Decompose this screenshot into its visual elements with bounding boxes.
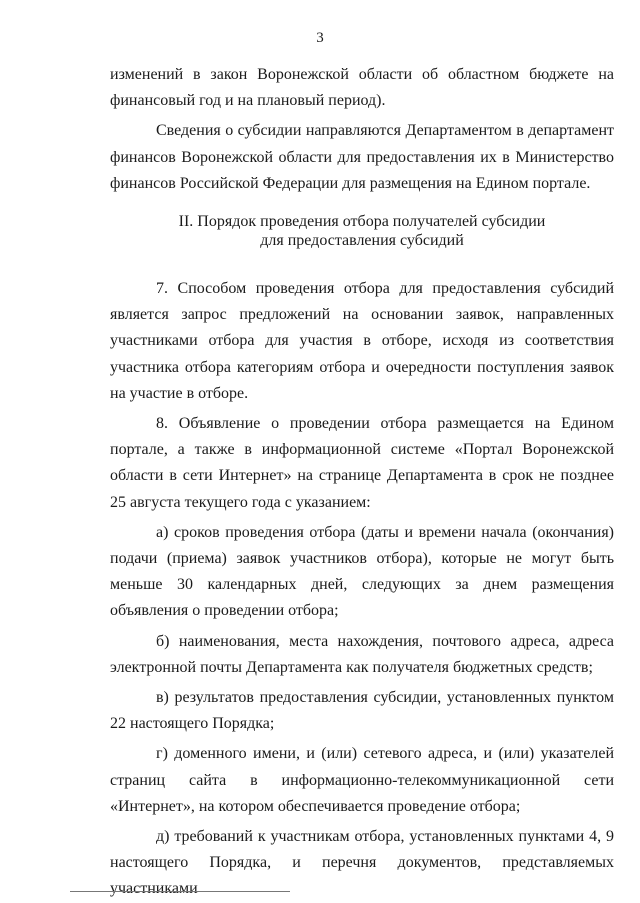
subitem-d: д) требований к участникам отбора, установленных пунктами 4, 9 настоящего Порядка, и перечня документов, представляемых участниками bbox=[110, 828, 614, 898]
section-heading bbox=[110, 212, 614, 250]
paragraph-subsidy-info: Сведения о субсидии направляются Департаментом в департамент финансов Воронежской области для предоставления их в Министерство финансов Российской Федерации для размещения на Едином портале. bbox=[110, 122, 614, 192]
page-number: 3 bbox=[316, 30, 324, 46]
subitem-v: в) результатов предоставления субсидии, установленных пунктом 22 настоящего Порядка; bbox=[110, 689, 614, 733]
paragraph-8: 8. Объявление о проведении отбора размещается на Едином портале, а также в информационной системе «Портал Воронежской области в сети Интернет» на странице Департамента в срок не позднее 25 августа текущего года с указанием: bbox=[110, 415, 614, 511]
paragraph-7: 7. Способом проведения отбора для предоставления субсидий является запрос предложений на основании заявок, направленных участниками отбора для участия в отборе, исходя из соответствия участника отбора категориям отбора и очередности поступления заявок на участие в отборе. bbox=[110, 280, 614, 402]
section-heading-line-2: для предоставления субсидий bbox=[260, 232, 464, 250]
footer-rule bbox=[70, 891, 290, 892]
subitem-a: а) сроков проведения отбора (даты и времени начала (окончания) подачи (приема) заявок участников отбора), которые не могут быть меньше 30 календарных дней, следующих за днем размещения объявления о проведении отбора; bbox=[110, 523, 614, 620]
subitem-b: б) наименования, места нахождения, почтового адреса, адреса электронной почты Департамента как получателя бюджетных средств; bbox=[110, 632, 614, 676]
paragraph-continuation: изменений в закон Воронежской области об областном бюджете на финансовый год и на плановый период). bbox=[110, 66, 614, 110]
subitem-g: г) доменного имени, и (или) сетевого адреса, и (или) указателей страниц сайта в информационно-телекоммуникационной сети «Интернет», на котором обеспечивается проведение отбора; bbox=[110, 745, 614, 815]
section-heading-line-1: II. Порядок проведения отбора получателей субсидии bbox=[178, 213, 546, 231]
document-body bbox=[110, 62, 614, 903]
